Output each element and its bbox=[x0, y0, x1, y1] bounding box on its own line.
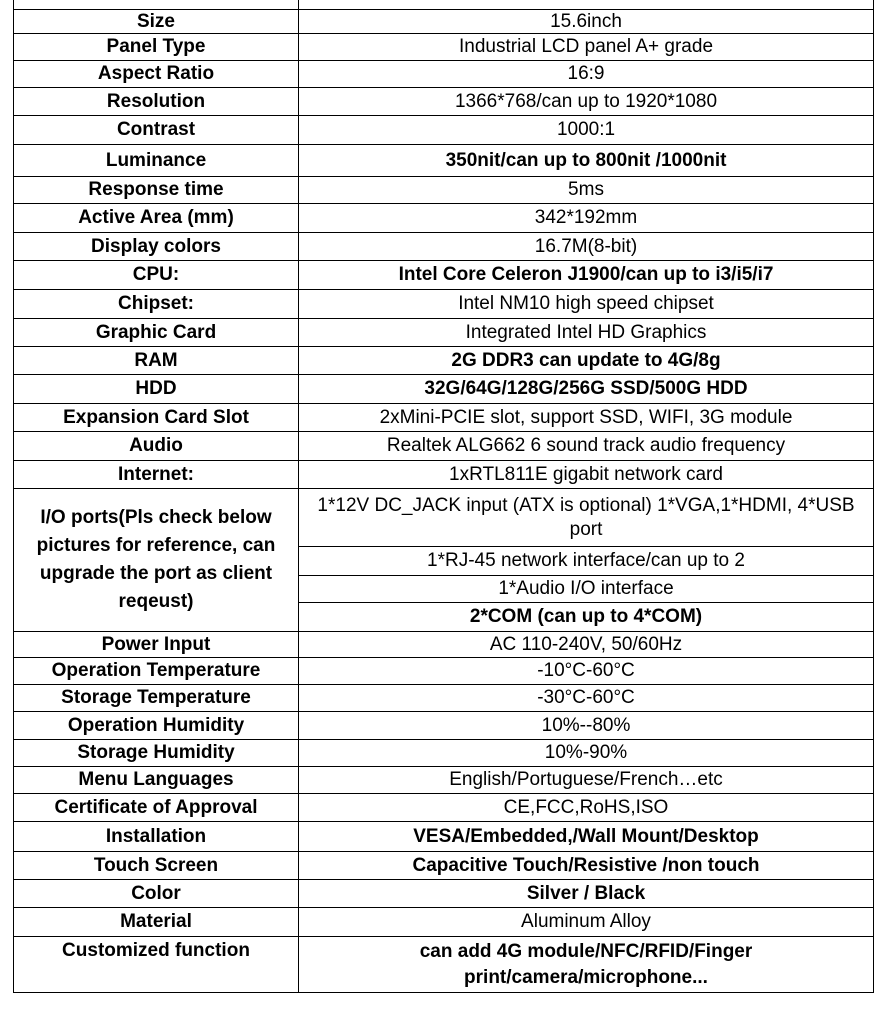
row-label: Response time bbox=[14, 177, 299, 204]
io-ports-label: I/O ports(Pls check below pictures for reference, can upgrade the port as client reqeust) bbox=[14, 489, 299, 632]
row-label: Display colors bbox=[14, 233, 299, 261]
table-row bbox=[14, 61, 874, 88]
row-value: English/Portuguese/French…etc bbox=[299, 767, 874, 794]
table-top-stub-row bbox=[14, 0, 874, 10]
row-label: Storage Temperature bbox=[14, 685, 299, 712]
row-label: Contrast bbox=[14, 116, 299, 145]
row-value: 350nit/can up to 800nit /1000nit bbox=[299, 145, 874, 177]
row-value: Realtek ALG662 6 sound track audio frequency bbox=[299, 432, 874, 461]
row-value: 10%--80% bbox=[299, 712, 874, 740]
row-label: Material bbox=[14, 908, 299, 937]
row-label: Customized function bbox=[14, 937, 299, 993]
table-row bbox=[14, 852, 874, 880]
table-row bbox=[14, 404, 874, 432]
table-row bbox=[14, 658, 874, 685]
row-label: Operation Humidity bbox=[14, 712, 299, 740]
row-value: -10°C-60°C bbox=[299, 658, 874, 685]
row-value: 16:9 bbox=[299, 61, 874, 88]
table-row bbox=[14, 632, 874, 658]
table-cell bbox=[14, 0, 299, 10]
io-ports-value: 1*Audio I/O interface bbox=[299, 576, 874, 603]
row-value: Capacitive Touch/Resistive /non touch bbox=[299, 852, 874, 880]
table-row bbox=[14, 347, 874, 375]
table-row bbox=[14, 822, 874, 852]
table-row bbox=[14, 767, 874, 794]
row-value: 15.6inch bbox=[299, 10, 874, 34]
table-row bbox=[14, 794, 874, 822]
row-label: Aspect Ratio bbox=[14, 61, 299, 88]
table-row bbox=[14, 712, 874, 740]
row-label: Menu Languages bbox=[14, 767, 299, 794]
row-value: VESA/Embedded,/Wall Mount/Desktop bbox=[299, 822, 874, 852]
row-value: Integrated Intel HD Graphics bbox=[299, 319, 874, 347]
table-row bbox=[14, 880, 874, 908]
row-value: 1000:1 bbox=[299, 116, 874, 145]
row-value: 16.7M(8-bit) bbox=[299, 233, 874, 261]
row-value: AC 110-240V, 50/60Hz bbox=[299, 632, 874, 658]
row-label: Resolution bbox=[14, 88, 299, 116]
row-value: 32G/64G/128G/256G SSD/500G HDD bbox=[299, 375, 874, 404]
table-row bbox=[14, 375, 874, 404]
row-label: Installation bbox=[14, 822, 299, 852]
io-ports-value: 1*RJ-45 network interface/can up to 2 bbox=[299, 547, 874, 576]
row-value: Industrial LCD panel A+ grade bbox=[299, 34, 874, 61]
row-value: can add 4G module/NFC/RFID/Finger print/camera/microphone... bbox=[299, 937, 874, 993]
spec-sheet bbox=[13, 0, 874, 993]
table-row bbox=[14, 233, 874, 261]
table-row bbox=[14, 177, 874, 204]
table-row bbox=[14, 740, 874, 767]
row-value: 1xRTL811E gigabit network card bbox=[299, 461, 874, 489]
row-value: 1366*768/can up to 1920*1080 bbox=[299, 88, 874, 116]
row-value: 5ms bbox=[299, 177, 874, 204]
io-ports-value: 2*COM (can up to 4*COM) bbox=[299, 603, 874, 632]
row-label: Graphic Card bbox=[14, 319, 299, 347]
row-value: 342*192mm bbox=[299, 204, 874, 233]
row-label: Touch Screen bbox=[14, 852, 299, 880]
row-label: Operation Temperature bbox=[14, 658, 299, 685]
table-row bbox=[14, 461, 874, 489]
row-value: CE,FCC,RoHS,ISO bbox=[299, 794, 874, 822]
table-row bbox=[14, 88, 874, 116]
row-label: Size bbox=[14, 10, 299, 34]
table-row bbox=[14, 489, 874, 547]
row-label: Internet: bbox=[14, 461, 299, 489]
row-value: 10%-90% bbox=[299, 740, 874, 767]
table-row bbox=[14, 908, 874, 937]
table-row bbox=[14, 685, 874, 712]
row-label: Audio bbox=[14, 432, 299, 461]
table-row bbox=[14, 937, 874, 993]
row-value: Intel NM10 high speed chipset bbox=[299, 290, 874, 319]
table-row bbox=[14, 290, 874, 319]
row-label: Panel Type bbox=[14, 34, 299, 61]
spec-table bbox=[13, 0, 874, 993]
row-value: 2G DDR3 can update to 4G/8g bbox=[299, 347, 874, 375]
row-label: HDD bbox=[14, 375, 299, 404]
table-row bbox=[14, 116, 874, 145]
row-label: Active Area (mm) bbox=[14, 204, 299, 233]
row-label: Chipset: bbox=[14, 290, 299, 319]
table-row bbox=[14, 319, 874, 347]
table-row bbox=[14, 204, 874, 233]
row-value: -30°C-60°C bbox=[299, 685, 874, 712]
row-label: Expansion Card Slot bbox=[14, 404, 299, 432]
row-label: Power Input bbox=[14, 632, 299, 658]
row-label: RAM bbox=[14, 347, 299, 375]
row-value: 2xMini-PCIE slot, support SSD, WIFI, 3G module bbox=[299, 404, 874, 432]
row-value: Intel Core Celeron J1900/can up to i3/i5/i7 bbox=[299, 261, 874, 290]
table-row bbox=[14, 261, 874, 290]
table-row bbox=[14, 34, 874, 61]
io-ports-value: 1*12V DC_JACK input (ATX is optional) 1*VGA,1*HDMI, 4*USB port bbox=[299, 489, 874, 547]
row-value: Aluminum Alloy bbox=[299, 908, 874, 937]
table-row bbox=[14, 145, 874, 177]
row-label: Storage Humidity bbox=[14, 740, 299, 767]
row-value: Silver / Black bbox=[299, 880, 874, 908]
row-label: CPU: bbox=[14, 261, 299, 290]
row-label: Certificate of Approval bbox=[14, 794, 299, 822]
row-label: Luminance bbox=[14, 145, 299, 177]
table-row bbox=[14, 432, 874, 461]
table-row bbox=[14, 10, 874, 34]
table-cell bbox=[299, 0, 874, 10]
row-label: Color bbox=[14, 880, 299, 908]
